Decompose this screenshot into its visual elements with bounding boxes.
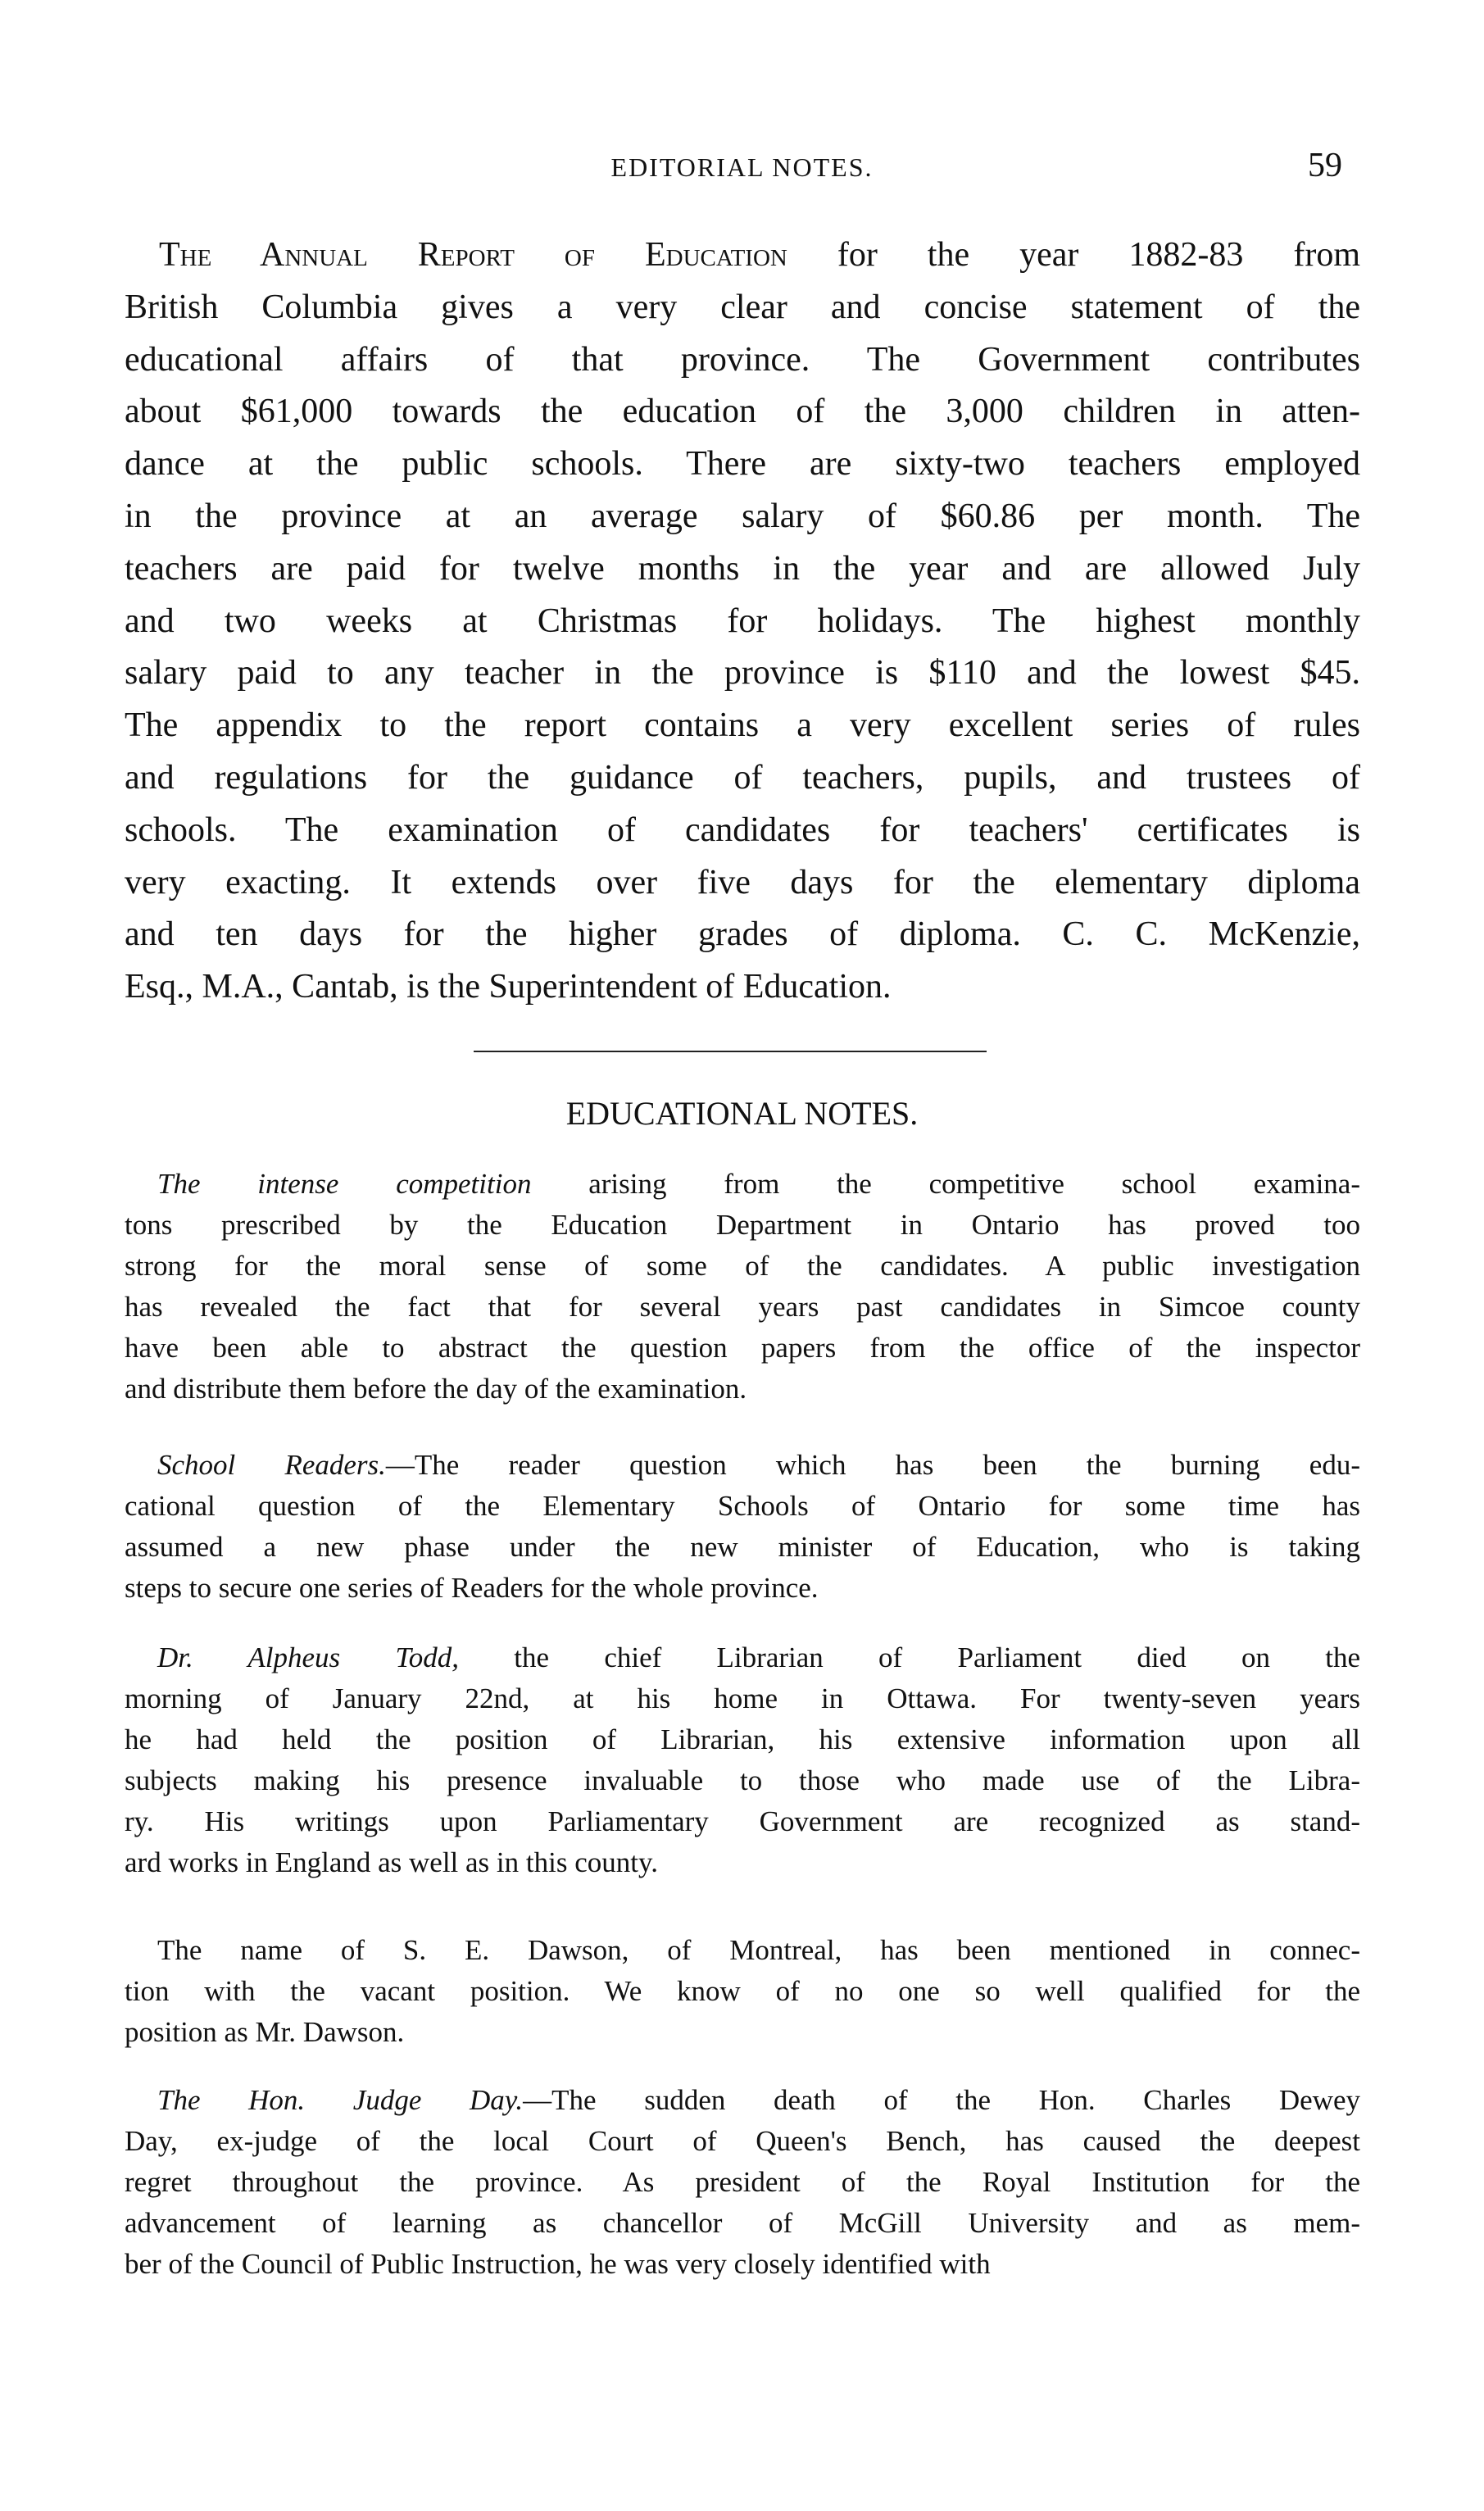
text-line [125,1164,1360,1205]
line-text: advancement of learning as chancellor of McGill University and as mem- [125,2207,1360,2239]
text-line [125,1205,1360,1246]
line-text: The name of S. E. Dawson, of Montreal, has been mentioned in connec- [157,1934,1360,1966]
text-line [125,386,1360,438]
text-line [125,1287,1360,1328]
text-line [125,1930,1360,1971]
text-line [125,909,1360,961]
running-title: EDITORIAL NOTES. [610,152,874,182]
text-line [125,1445,1360,1486]
text-line [125,1842,1360,1883]
paragraph-lead: Dr. Alpheus Todd, [157,1641,459,1673]
text-line [125,961,1360,1014]
text-line [125,1801,1360,1842]
running-header [0,146,1484,187]
text-line [125,2080,1360,2121]
paragraph-lead: The Hon. Judge Day. [157,2084,524,2116]
line-text: and two weeks at Christmas for holidays. The highest monthly [125,602,1360,640]
line-text: Esq., M.A., Cantab, is the Superintendent of Education. [125,968,892,1006]
line-text: British Columbia gives a very clear and concise statement of the [125,288,1360,326]
text-line [125,1637,1360,1678]
text-line [125,1486,1360,1527]
section-divider [474,1051,987,1052]
line-text: morning of January 22nd, at his home in Ottawa. For twenty-seven years [125,1682,1360,1714]
text-line [125,857,1360,910]
line-text: ber of the Council of Public Instruction, he was very closely identified with [125,2248,991,2280]
text-line [125,438,1360,491]
line-text: for the year 1882-83 from [787,236,1360,274]
text-line [125,752,1360,805]
line-text: teachers are paid for twelve months in the year and are allowed July [125,549,1360,588]
line-text: dance at the public schools. There are sixty-two teachers employed [125,445,1360,484]
paragraph-lead: The Annual Report of Education [159,236,787,274]
news-paragraph [125,1637,1360,1883]
text-line [125,1369,1360,1410]
line-text: steps to secure one series of Readers for the whole province. [125,1572,819,1604]
text-line [125,1678,1360,1719]
text-line [125,1328,1360,1369]
line-text: and ten days for the higher grades of diploma. C. C. McKenzie, [125,915,1360,954]
text-line [125,229,1360,282]
text-line [125,543,1360,596]
text-line [125,1719,1360,1760]
line-text: salary paid to any teacher in the province is $110 and the lowest $45. [125,654,1360,692]
line-text: about $61,000 towards the education of the 3,000 children in atten- [125,393,1360,431]
editorial-paragraph [125,229,1360,1014]
text-line [125,282,1360,334]
text-line [125,1971,1360,2012]
page-number: 59 [1308,147,1342,184]
line-text: —The sudden death of the Hon. Charles Dewey [523,2084,1360,2116]
line-text: and regulations for the guidance of teachers, pupils, and trustees of [125,758,1360,797]
section-heading: EDUCATIONAL NOTES. [565,1095,919,1132]
line-text: regret throughout the province. As president of the Royal Institution for the [125,2166,1360,2198]
paragraph-lead: The intense competition [157,1168,532,1200]
line-text: the chief Librarian of Parliament died on the [458,1641,1360,1673]
news-paragraph [125,2080,1360,2285]
line-text: ard works in England as well as in this county. [125,1846,658,1878]
text-line [125,805,1360,857]
text-line [125,2244,1360,2285]
text-line [125,1527,1360,1568]
line-text: have been able to abstract the question papers from the office of the inspector [125,1332,1360,1364]
line-text: he had held the position of Librarian, his extensive information upon all [125,1723,1360,1755]
text-line [125,2121,1360,2162]
text-line [125,700,1360,752]
paragraph-lead: School Readers. [157,1449,386,1481]
line-text: assumed a new phase under the new minister of Education, who is taking [125,1531,1360,1563]
text-line [125,491,1360,543]
news-paragraph [125,1445,1360,1609]
text-line [125,1760,1360,1801]
text-line [125,1568,1360,1609]
line-text: very exacting. It extends over five days for the elementary diploma [125,863,1360,901]
news-paragraph [125,1164,1360,1410]
text-line [125,2012,1360,2053]
line-text: —The reader question which has been the burning edu- [385,1449,1360,1481]
line-text: tons prescribed by the Education Department in Ontario has proved too [125,1209,1360,1241]
news-paragraph [125,1930,1360,2053]
line-text: has revealed the fact that for several years past candidates in Simcoe county [125,1291,1360,1323]
line-text: educational affairs of that province. The Government contributes [125,340,1360,379]
line-text: position as Mr. Dawson. [125,2016,405,2048]
line-text: arising from the competitive school examina- [531,1168,1360,1200]
line-text: subjects making his presence invaluable to those who made use of the Libra- [125,1764,1360,1796]
text-line [125,334,1360,387]
line-text: ry. His writings upon Parliamentary Government are recognized as stand- [125,1805,1360,1837]
text-line [125,1246,1360,1287]
line-text: Day, ex-judge of the local Court of Queen's Bench, has caused the deepest [125,2125,1360,2157]
line-text: strong for the moral sense of some of the candidates. A public investigation [125,1250,1360,1282]
text-line [125,596,1360,648]
text-line [125,2203,1360,2244]
text-line [125,2162,1360,2203]
line-text: The appendix to the report contains a very excellent series of rules [125,706,1360,745]
line-text: tion with the vacant position. We know of no one so well qualified for the [125,1975,1360,2007]
line-text: in the province at an average salary of $60.86 per month. The [125,497,1360,535]
line-text: and distribute them before the day of the examination. [125,1373,747,1405]
text-line [125,647,1360,700]
line-text: schools. The examination of candidates for teachers' certificates is [125,811,1360,849]
line-text: cational question of the Elementary Schools of Ontario for some time has [125,1490,1360,1522]
